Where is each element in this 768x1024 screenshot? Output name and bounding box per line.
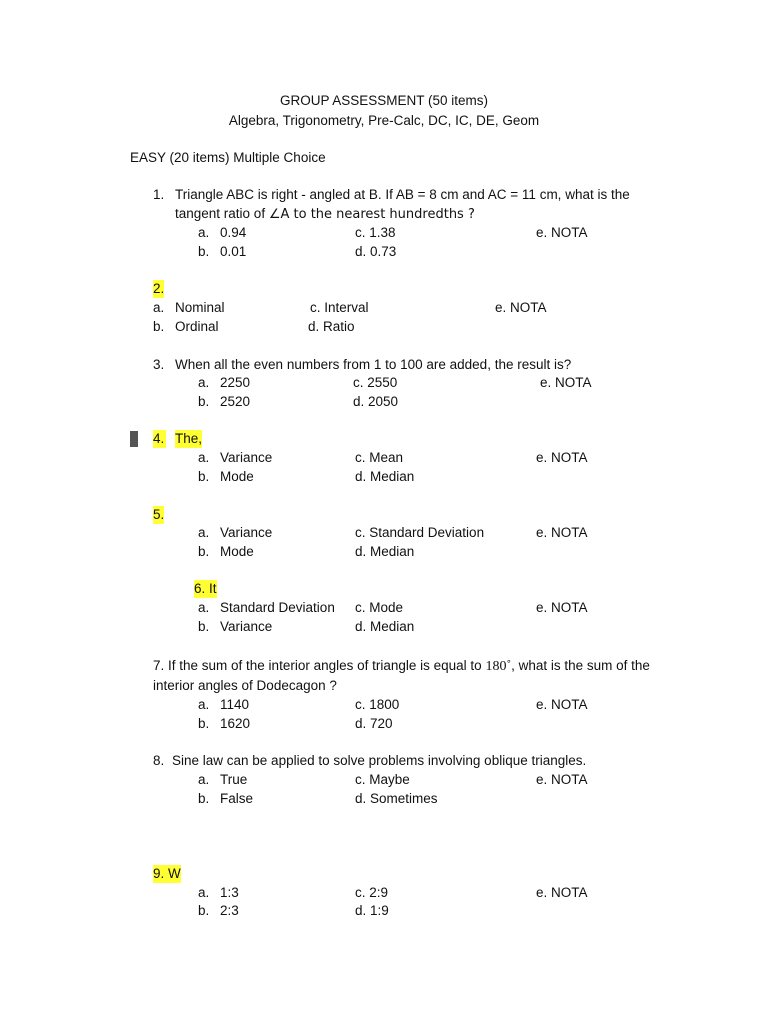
page-subtitle: Algebra, Trigonometry, Pre-Calc, DC, IC, DE, Geom <box>228 113 540 128</box>
option-letter: a. <box>198 600 210 615</box>
option-letter: b. <box>198 544 210 559</box>
option-a: 0.94 <box>220 225 247 240</box>
option-letter: b. <box>198 244 210 259</box>
option-letter: a. <box>153 300 165 315</box>
option-d: d. Median <box>355 619 415 634</box>
option-a: Variance <box>220 450 273 465</box>
question-number: 3. <box>153 357 165 372</box>
option-letter: a. <box>198 885 210 900</box>
option-d: d. Sometimes <box>355 791 438 806</box>
question-text-part: , what is the sum of the <box>511 658 650 673</box>
option-b: Ordinal <box>175 319 219 334</box>
option-c: c. Mode <box>355 600 404 615</box>
option-e: e. NOTA <box>495 300 547 315</box>
option-b: 2:3 <box>220 903 239 918</box>
option-c: c. 1.38 <box>355 225 396 240</box>
option-letter: b. <box>198 619 210 634</box>
option-c: c. Interval <box>310 300 369 315</box>
option-a: 1140 <box>220 697 250 712</box>
option-c: c. 1800 <box>355 697 400 712</box>
page-title: GROUP ASSESSMENT (50 items) <box>279 93 489 108</box>
question-text: The, <box>175 431 203 446</box>
question-number: 1. <box>153 187 165 202</box>
option-c: c. Maybe <box>355 772 410 787</box>
option-c: c. 2550 <box>353 375 398 390</box>
margin-marker <box>130 431 138 447</box>
question-text-part: 7. If the sum of the interior angles of triangle is equal to <box>153 658 482 673</box>
question-text-part: ∠A to the nearest hundredths ? <box>268 207 475 222</box>
option-e: e. NOTA <box>536 225 588 240</box>
option-e: e. NOTA <box>536 525 588 540</box>
option-b: 0.01 <box>220 244 247 259</box>
question-text: Sine law can be applied to solve problems involving oblique triangles. <box>172 753 587 768</box>
option-letter: a. <box>198 772 210 787</box>
option-e: e. NOTA <box>536 600 588 615</box>
option-a: 2250 <box>220 375 251 390</box>
question-text <box>153 657 650 676</box>
option-d: d. 2050 <box>353 394 399 409</box>
option-b: Mode <box>220 469 254 484</box>
question-number: 2. <box>153 281 165 296</box>
option-e: e. NOTA <box>536 772 588 787</box>
option-a: Standard Deviation <box>220 600 335 615</box>
option-e: e. NOTA <box>536 885 588 900</box>
question-number: 8. <box>153 753 165 768</box>
option-e: e. NOTA <box>540 375 592 390</box>
option-d: d. Median <box>355 544 415 559</box>
option-a: True <box>220 772 248 787</box>
option-a: 1:3 <box>220 885 239 900</box>
question-number: 4. <box>153 431 165 446</box>
option-c: c. Standard Deviation <box>355 525 485 540</box>
option-letter: b. <box>198 394 210 409</box>
option-b: Variance <box>220 619 273 634</box>
question-number: 9. W <box>153 866 181 881</box>
option-d: d. 1:9 <box>355 903 389 918</box>
question-text <box>175 205 475 224</box>
question-text: When all the even numbers from 1 to 100 are added, the result is? <box>175 357 572 372</box>
option-letter: a. <box>198 525 210 540</box>
option-a: Variance <box>220 525 273 540</box>
option-letter: b. <box>198 469 210 484</box>
question-number: 6. It <box>194 581 217 596</box>
option-letter: a. <box>198 375 210 390</box>
question-number: 5. <box>153 507 165 522</box>
option-letter: a. <box>198 225 210 240</box>
option-b: 2520 <box>220 394 251 409</box>
option-d: d. 0.73 <box>355 244 397 259</box>
option-b: 1620 <box>220 716 251 731</box>
option-letter: b. <box>198 791 210 806</box>
question-text: interior angles of Dodecagon ? <box>153 678 337 693</box>
degree-value: 180˚ <box>485 659 512 674</box>
question-text: Triangle ABC is right - angled at B. If AB = 8 cm and AC = 11 cm, what is the <box>175 187 630 202</box>
option-letter: b. <box>198 716 210 731</box>
option-e: e. NOTA <box>536 697 588 712</box>
option-letter: b. <box>153 319 165 334</box>
option-d: d. Median <box>355 469 415 484</box>
option-letter: b. <box>198 903 210 918</box>
option-letter: a. <box>198 450 210 465</box>
option-c: c. 2:9 <box>355 885 389 900</box>
option-d: d. Ratio <box>308 319 355 334</box>
option-letter: a. <box>198 697 210 712</box>
option-a: Nominal <box>175 300 225 315</box>
question-text-part: tangent ratio of <box>175 206 266 221</box>
option-d: d. 720 <box>355 716 393 731</box>
option-e: e. NOTA <box>536 450 588 465</box>
option-b: False <box>220 791 254 806</box>
option-c: c. Mean <box>355 450 404 465</box>
section-heading: EASY (20 items) Multiple Choice <box>130 150 326 165</box>
option-b: Mode <box>220 544 254 559</box>
